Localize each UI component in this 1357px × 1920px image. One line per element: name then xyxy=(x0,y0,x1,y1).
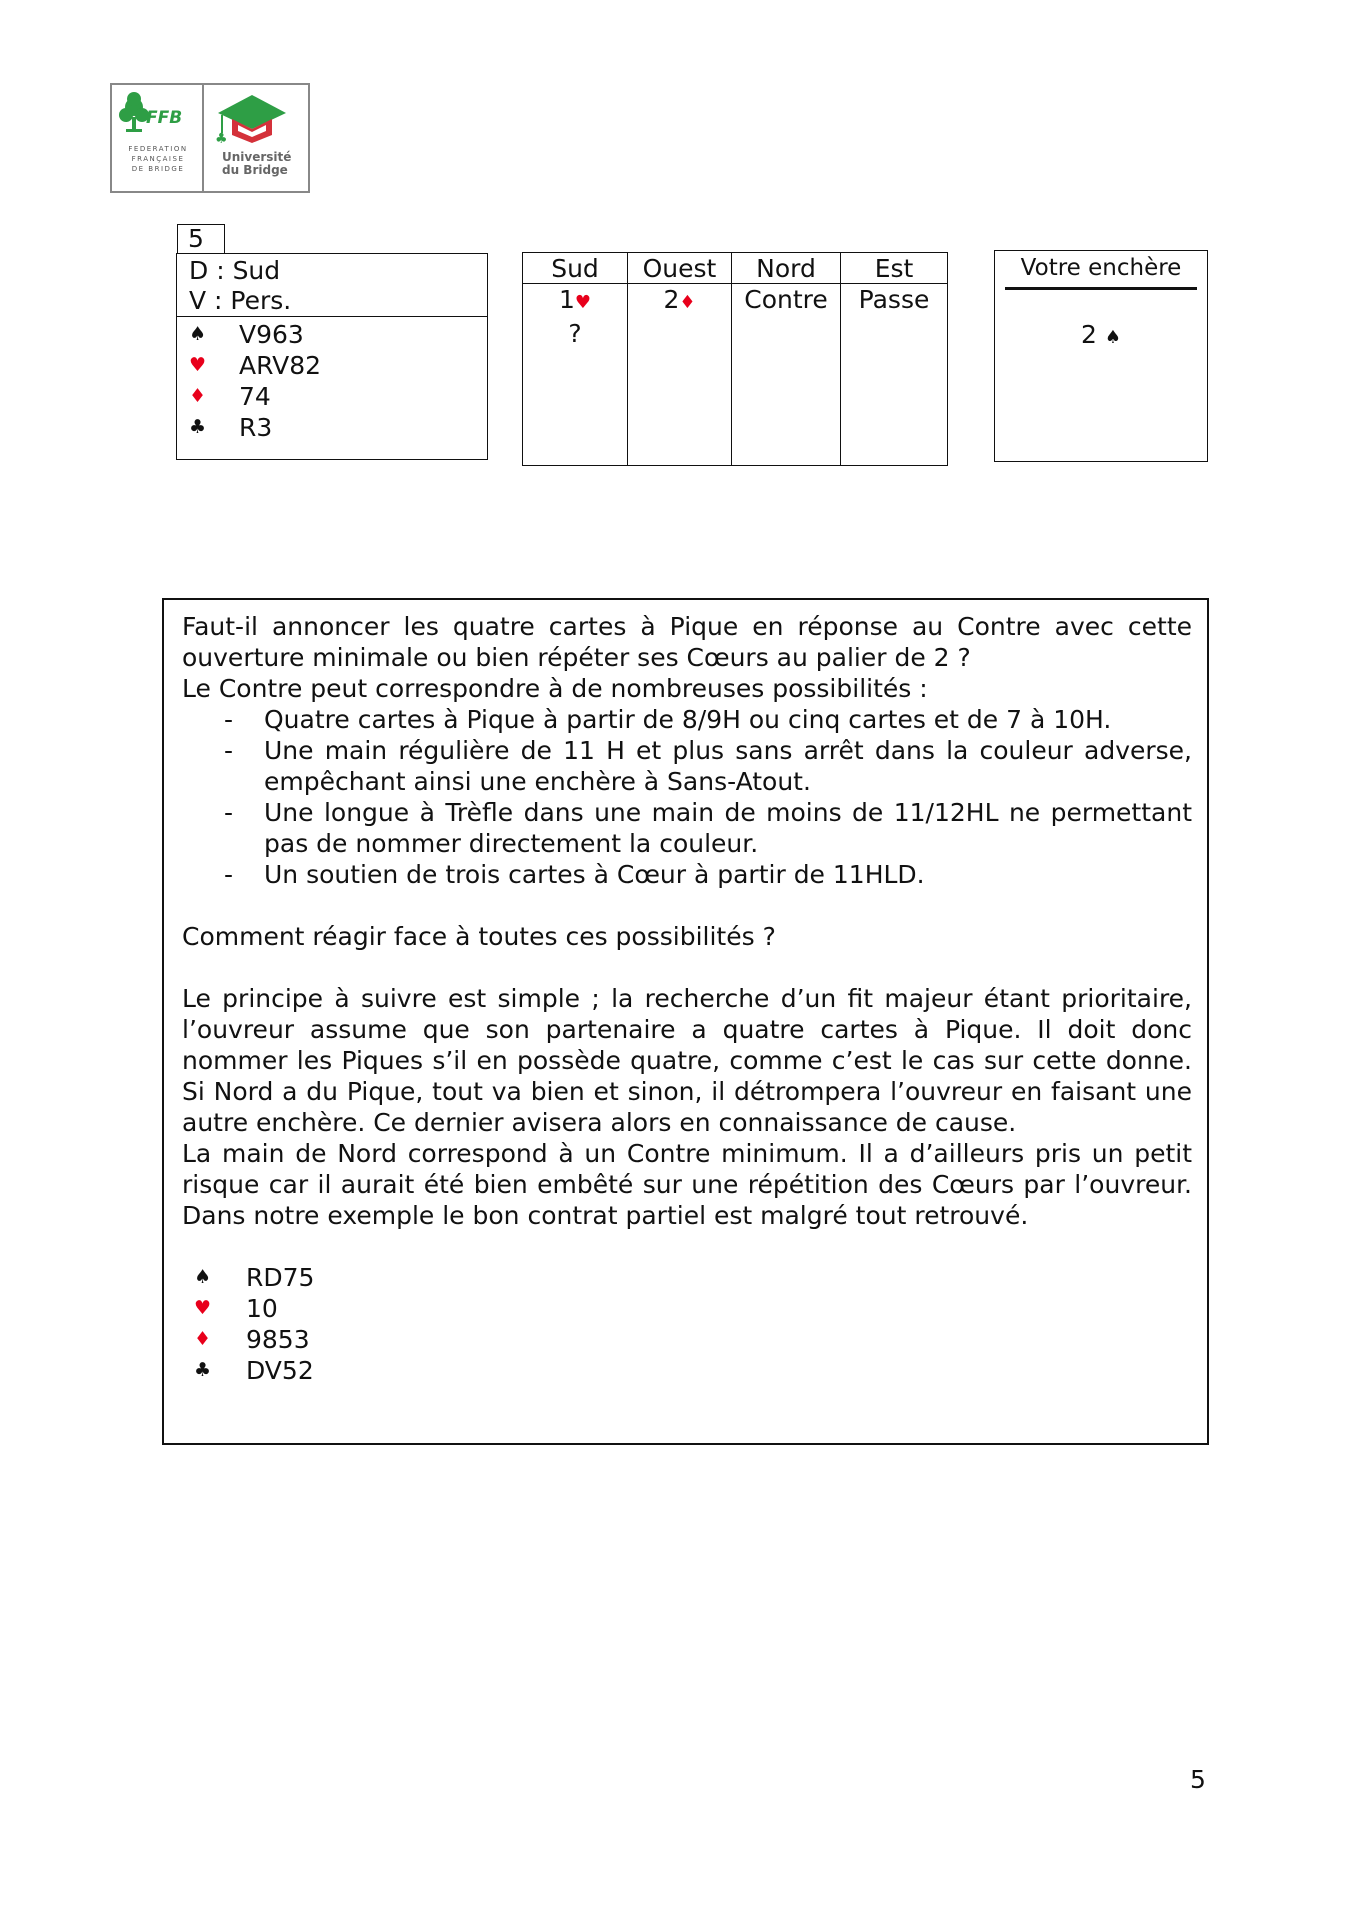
north-paragraph: La main de Nord correspond à un Contre minimum. Il a d’ailleurs pris un petit risque car il aurait été bien embêté sur une répétition des Cœurs par l’ouvreur. Dans notre exemple le bon contrat partiel est malgré tout retrouvé. xyxy=(182,1139,1192,1230)
hand-row-hearts xyxy=(189,350,487,381)
list-item: - Une longue à Trèfle dans une main de moins de 11/12HL ne permettant pas de nommer directement la couleur. xyxy=(224,798,1192,858)
possibilities-list xyxy=(182,704,1192,890)
club-icon: ♣ xyxy=(189,416,207,438)
hand-row-clubs xyxy=(194,1355,1192,1386)
list-item-text: Une longue à Trèfle dans une main de moins de 11/12HL ne permettant pas de nommer directement la couleur. xyxy=(264,798,1192,858)
bid-cell xyxy=(523,318,627,349)
explanation-box xyxy=(162,598,1209,1445)
heart-icon: ♥ xyxy=(574,292,592,313)
answer-bid-level: 2 xyxy=(1081,320,1097,349)
bid-cell xyxy=(523,284,627,318)
south-hand xyxy=(177,317,487,443)
heart-icon: ♥ xyxy=(194,1297,212,1319)
page-number: 5 xyxy=(1190,1765,1206,1794)
north-hand xyxy=(182,1262,1192,1386)
diamond-icon: ♦ xyxy=(194,1328,212,1350)
list-item-text: Une main régulière de 11 H et plus sans arrêt dans la couleur adverse, empêchant ainsi une enchère à Sans-Atout. xyxy=(264,736,1192,796)
diamond-icon: ♦ xyxy=(679,292,696,313)
answer-header: Votre enchère xyxy=(1005,251,1197,290)
south-hand-box xyxy=(176,253,488,460)
bid-text: ? xyxy=(568,319,582,348)
bid-cell xyxy=(628,284,731,318)
bid-cell: Contre xyxy=(744,285,828,314)
hand-row-diamonds xyxy=(194,1324,1192,1355)
bid-header-est: Est xyxy=(841,253,947,284)
heart-icon: ♥ xyxy=(189,354,207,376)
deal-info xyxy=(177,254,487,317)
universite-emblem xyxy=(204,85,308,191)
bid-text: 2 xyxy=(663,285,680,314)
list-item-text: Un soutien de trois cartes à Cœur à partir de 11HLD. xyxy=(264,860,925,889)
heart-cards: 10 xyxy=(246,1294,278,1323)
club-cards: R3 xyxy=(239,413,273,442)
bid-column-sud xyxy=(523,253,628,465)
list-item: - Quatre cartes à Pique à partir de 8/9H ou cinq cartes et de 7 à 10H. xyxy=(224,705,1112,734)
universite-text xyxy=(222,151,291,177)
spade-cards: RD75 xyxy=(246,1263,315,1292)
bid-text: 1 xyxy=(558,285,575,314)
bid-column-nord xyxy=(732,253,841,465)
hand-row-spades xyxy=(194,1262,1192,1293)
bid-cell: Passe xyxy=(858,285,930,314)
question-paragraph: Comment réagir face à toutes ces possibilités ? xyxy=(182,922,776,951)
hand-row-hearts xyxy=(194,1293,1192,1324)
spade-icon: ♠ xyxy=(194,1266,212,1288)
answer-box xyxy=(994,250,1208,462)
spade-cards: V963 xyxy=(239,320,304,349)
spade-icon: ♠ xyxy=(1104,327,1121,348)
principle-paragraph: Le principe à suivre est simple ; la recherche d’un fit majeur étant prioritaire, l’ouvreur assume que son partenaire a quatre cartes à Pique. Il doit donc nommer les Piques s’il en possède quatre, comme c’est le cas sur cette donne. Si Nord a du Pique, tout va bien et sinon, il détrompera l’ouvreur en faisant une autre enchère. Ce dernier avisera alors en connaissance de cause. xyxy=(182,984,1192,1137)
ffb-caption-line-3: DE BRIDGE xyxy=(131,165,185,173)
universite-line-1: Université xyxy=(222,150,292,164)
diamond-icon: ♦ xyxy=(189,385,207,407)
diamond-cards: 9853 xyxy=(246,1325,310,1354)
ffb-emblem xyxy=(112,85,204,191)
hand-row-diamonds xyxy=(189,381,487,412)
mortarboard-icon xyxy=(204,85,308,149)
tree-icon xyxy=(112,85,202,145)
dealer-label: D : Sud xyxy=(189,256,281,285)
club-icon: ♣ xyxy=(194,1359,212,1381)
bidding-table xyxy=(522,252,948,466)
bid-column-ouest xyxy=(628,253,732,465)
ffb-caption-line-2: FRANÇAISE xyxy=(131,155,185,163)
universite-line-2: du Bridge xyxy=(222,163,288,177)
lead-paragraph: Le Contre peut correspondre à de nombreuses possibilités : xyxy=(182,674,928,703)
bid-column-est xyxy=(841,253,947,465)
hand-row-clubs xyxy=(189,412,487,443)
svg-text:FFB: FFB xyxy=(146,108,183,128)
bid-header-sud: Sud xyxy=(523,253,627,284)
diamond-cards: 74 xyxy=(239,382,271,411)
ffb-caption-line-1: FEDERATION xyxy=(128,145,188,153)
ffb-logo xyxy=(110,83,310,193)
answer-bid xyxy=(995,320,1207,349)
svg-text:♣: ♣ xyxy=(215,131,228,147)
spade-icon: ♠ xyxy=(189,323,207,345)
list-item: - Un soutien de trois cartes à Cœur à partir de 11HLD. xyxy=(224,860,925,889)
bid-header-ouest: Ouest xyxy=(628,253,731,284)
bid-header-nord: Nord xyxy=(732,253,840,284)
intro-paragraph: Faut-il annoncer les quatre cartes à Pique en réponse au Contre avec cette ouverture minimale ou bien répéter ses Cœurs au palier de 2 ? xyxy=(182,612,1192,672)
vulnerability-label: V : Pers. xyxy=(189,286,292,315)
heart-cards: ARV82 xyxy=(239,351,322,380)
deal-number: 5 xyxy=(177,224,225,254)
hand-row-spades xyxy=(189,319,487,350)
list-item-text: Quatre cartes à Pique à partir de 8/9H ou cinq cartes et de 7 à 10H. xyxy=(264,705,1112,734)
club-cards: DV52 xyxy=(246,1356,314,1385)
list-item: - Une main régulière de 11 H et plus sans arrêt dans la couleur adverse, empêchant ainsi une enchère à Sans-Atout. xyxy=(224,736,1192,796)
